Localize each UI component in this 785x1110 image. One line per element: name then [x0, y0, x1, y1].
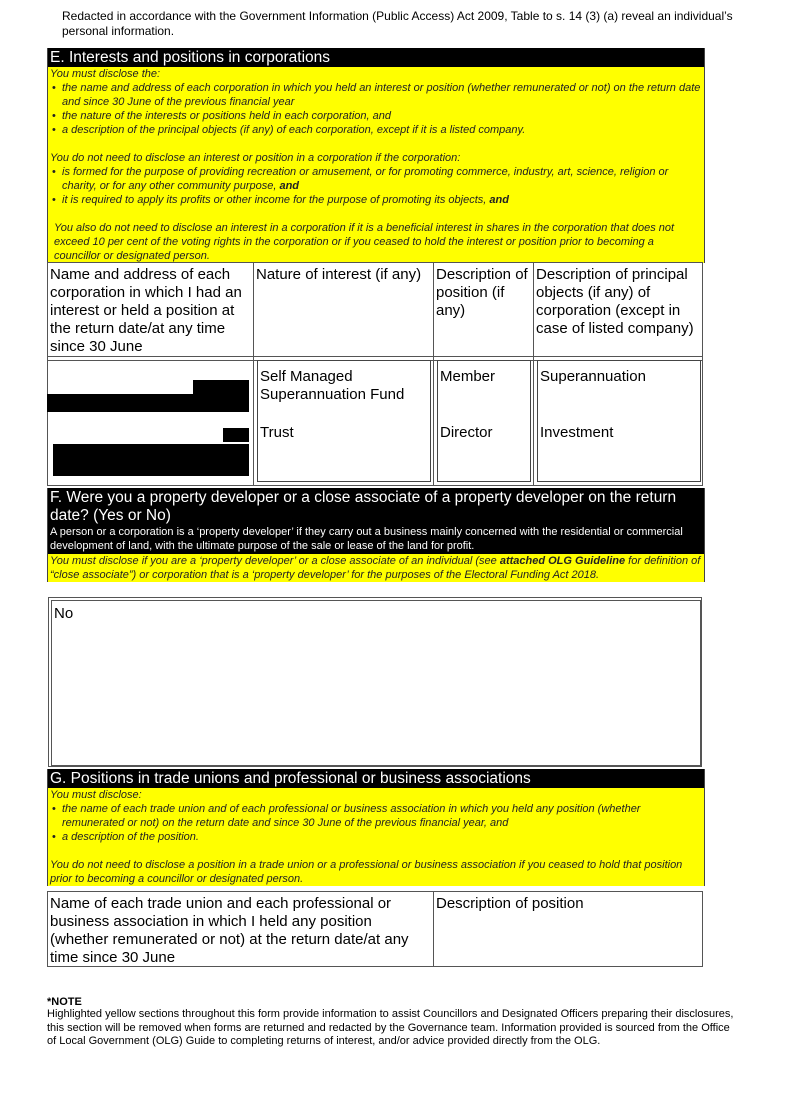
redaction-block: [223, 428, 249, 442]
section-f-guidance: [48, 554, 704, 582]
list-item: • the name of each trade union and of each professional or business association in which you held any position (whether remunerated or not) on the return date and since 30 June of the previous financial year, and: [50, 802, 702, 830]
table-cell: Self Managed Superannuation Fund: [260, 368, 405, 403]
table-cell: Trust: [260, 424, 294, 441]
column-header: Description of position (if any): [436, 266, 528, 319]
list-item: • a description of the principal objects (if any) of each corporation, except if it is a listed company.: [50, 123, 702, 137]
and-emphasis: and: [489, 194, 509, 206]
redaction-block: [193, 380, 249, 394]
and-emphasis: and: [279, 180, 300, 192]
column-header: Description of principal objects (if any) of corporation (except in case of listed company): [536, 266, 694, 337]
table-cell: Investment: [540, 424, 614, 441]
table-cell: Superannuation: [540, 368, 646, 385]
also-not-disclose: You also do not need to disclose an interest in a corporation if it is a beneficial interest in shares in the corporation that does not exceed 10 per cent of the voting rights in the corporation or if you ceased to hold the interest or position prior to becoming a councillor or designated person.: [54, 222, 675, 262]
section-e-guidance: [48, 67, 704, 263]
property-developer-answer-box[interactable]: [48, 597, 702, 767]
list-item: • the name and address of each corporation in which you held an interest or position (whether remunerated or not) on the return date and since 30 June of the previous financial year: [50, 81, 702, 109]
guidance-text: You must disclose if you are a ‘property developer’ or a close associate of an individual (see: [50, 555, 500, 567]
section-g: [47, 769, 705, 886]
table-cell: Director: [440, 424, 493, 441]
must-disclose-intro: You must disclose:: [50, 789, 142, 801]
list-item: [50, 193, 702, 207]
olg-guideline-link[interactable]: attached OLG Guideline: [499, 555, 626, 567]
section-f: [47, 488, 705, 582]
section-e-title: E. Interests and positions in corporations: [48, 48, 704, 67]
list-item-text: it is required to apply its profits or other income for the purpose of promoting its objects,: [62, 194, 487, 206]
note-title: *NOTE: [47, 996, 82, 1008]
section-e-table: [47, 262, 703, 486]
not-disclose-intro: You do not need to disclose an interest or position in a corporation if the corporation:: [50, 152, 461, 164]
list-item: [50, 165, 702, 193]
must-disclose-intro: You must disclose the:: [50, 68, 161, 80]
column-header: Nature of interest (if any): [256, 266, 422, 283]
section-g-guidance: [48, 788, 704, 886]
table-cell: Member: [440, 368, 496, 385]
section-g-table: [47, 891, 703, 967]
property-developer-answer: No: [54, 605, 74, 622]
list-item: • a description of the position.: [50, 830, 702, 844]
note-body: Highlighted yellow sections throughout this form provide information to assist Councillors and Designated Officers preparing their disclosures, this section will be removed when forms are returned and redacted by the Governance team. Information provided is sourced from the Office of Local Government (OLG) Guide to completing returns of interest, and/or advice provided directly from the OLG.: [47, 1008, 734, 1047]
property-developer-definition: A person or a corporation is a ‘property developer’ if they carry out a business mainly concerned with the residential or commercial development of land, with the ultimate purpose of the sale or lease of the land for profit.: [48, 525, 704, 554]
section-e: [47, 48, 705, 263]
column-header: Name of each trade union and each professional or business association in which I held any position (whether remunerated or not) at the return date/at any time since 30 June: [50, 895, 409, 966]
guidance-text: for definition of “close associate”) or corporation that is a ‘property developer’ for the purposes of the Electoral Funding Act 2018.: [50, 555, 701, 581]
redaction-note: Redacted in accordance with the Government Information (Public Access) Act 2009, Table to s. 14 (3) (a) reveal an individual’s personal information.: [62, 9, 733, 38]
redaction-block: [47, 394, 249, 412]
list-item-text: is formed for the purpose of providing recreation or amusement, or for promoting commerce, industry, art, science, religion or charity, or for any other community purpose,: [62, 166, 669, 192]
section-g-title: G. Positions in trade unions and professional or business associations: [48, 769, 704, 788]
list-item: • the nature of the interests or positions held in each corporation, and: [50, 109, 702, 123]
not-disclose-text: You do not need to disclose a position in a trade union or a professional or business association if you ceased to hold that position prior to becoming a councillor or designated person.: [50, 859, 683, 885]
redaction-block: [53, 444, 249, 476]
column-header: Description of position: [436, 895, 584, 912]
section-f-title: F. Were you a property developer or a close associate of a property developer on the return date? (Yes or No): [48, 488, 704, 525]
column-header: Name and address of each corporation in which I had an interest or held a position at the return date/at any time since 30 June: [50, 266, 242, 355]
